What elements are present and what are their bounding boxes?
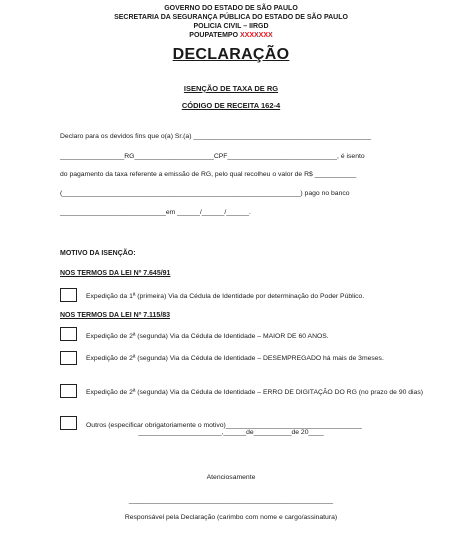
option-rg-error-label: Expedição de 2ª (segunda) Via da Cédula de Identidade – ERRO DE DIGITAÇÃO DO RG (no prazo de 90 dias) — [86, 389, 423, 396]
subtitle-revenue-code: CÓDIGO DE RECEITA 162-4 — [181, 101, 281, 110]
law-7645-heading: NOS TERMOS DA LEI Nº 7.645/91 — [60, 270, 171, 277]
signature-caption: Responsável pela Declaração (carimbo com nome e cargo/assinatura) — [124, 514, 338, 521]
header-police: POLICIA CIVIL – IIRGD — [193, 23, 269, 30]
header-secretariat: SECRETARIA DA SEGURANÇA PÚBLICA DO ESTADO DE SÃO PAULO — [114, 14, 348, 21]
declaration-line-payment: do pagamento da taxa referente a emissão de RG, pelo qual recolheu o valor de R$ ___________ — [60, 171, 357, 178]
checkbox-rg-error[interactable] — [60, 384, 77, 398]
header-poupatempo — [0, 31, 462, 40]
declaration-line-date: ____________________________em ______/______/______. — [60, 209, 251, 216]
checkbox-first-issue[interactable] — [60, 288, 77, 302]
signature-line: ______________________________________________________ — [128, 497, 334, 504]
declaration-line-name: Declaro para os devidos fins que o(a) Sr.(a) _______________________________________________ — [60, 133, 372, 140]
motivo-heading: MOTIVO DA ISENÇÃO: — [60, 250, 136, 257]
header-government: GOVERNO DO ESTADO DE SÃO PAULO — [164, 5, 298, 12]
header-poupatempo-placeholder: XXXXXXX — [240, 32, 273, 39]
option-first-issue-label: Expedição da 1ª (primeira) Via da Cédula de Identidade por determinação do Poder Público. — [86, 293, 365, 300]
declaration-line-rg-cpf: _________________RG_____________________CPF_____________________________, é isento — [60, 153, 365, 160]
checkbox-other[interactable] — [60, 416, 77, 430]
date-place-line: ______________________,______de__________de 20____ — [138, 429, 324, 436]
closing-text: Atenciosamente — [206, 474, 256, 481]
checkbox-over-60[interactable] — [60, 327, 77, 341]
option-other-label: Outros (especificar obrigatoriamente o motivo)____________________________________ — [86, 422, 362, 429]
header-poupatempo-label: POUPATEMPO — [189, 32, 240, 39]
declaration-line-amount: (_______________________________________________________________) pago no banco — [60, 190, 350, 197]
checkbox-unemployed[interactable] — [60, 351, 77, 365]
subtitle-tax-exemption: ISENÇÃO DE TAXA DE RG — [183, 84, 279, 93]
law-7115-heading: NOS TERMOS DA LEI Nº 7.115/83 — [60, 312, 171, 319]
page-title: DECLARAÇÃO — [172, 46, 290, 63]
option-over-60-label: Expedição de 2ª (segunda) Via da Cédula de Identidade – MAIOR DE 60 ANOS. — [86, 333, 329, 340]
option-unemployed-label: Expedição de 2ª (segunda) Via da Cédula de Identidade – DESEMPREGADO há mais de 3meses. — [86, 355, 384, 362]
